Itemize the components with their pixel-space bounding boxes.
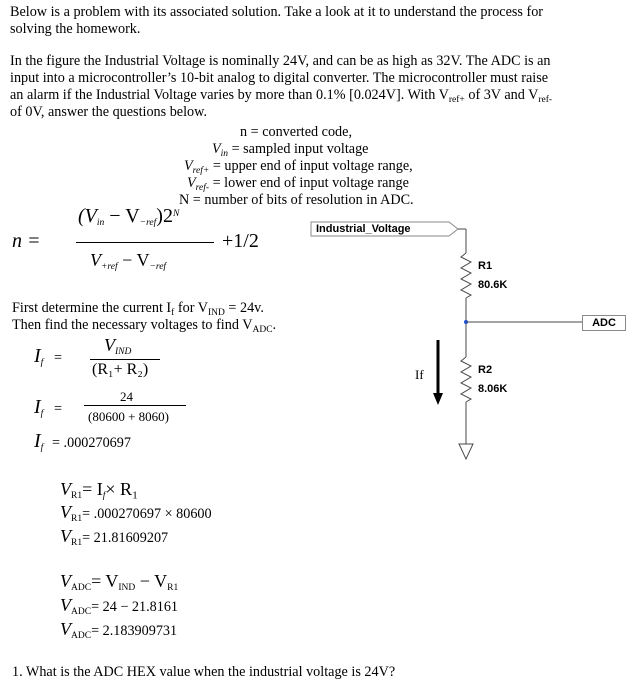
r1-zigzag [461,253,471,298]
def-vrefm: $V_{ref-}$ = lower end of input voltage range [187,175,409,193]
vr1-line-2: $V_{R1}= .000270697 \times 80600$ [60,502,212,524]
formula-denominator: V+ref − V−ref [90,250,167,272]
if-den-1: (R₁+ R₂) [92,361,149,378]
source-label: Industrial_Voltage [316,223,411,235]
problem-line-1: In the figure the Industrial Voltage is nominally 24V, and can be as high as 32V. The ADC is an [10,53,551,69]
vr1-line-1: VR1= If× R₁ [60,479,139,501]
ground-icon [459,444,473,459]
def-vrefp: $V_{ref+}$ = upper end of input voltage range, [184,158,413,176]
intro-line-1: Below is a problem with its associated solution. Take a look at it to understand the process for [10,4,544,20]
r2-zigzag [461,357,471,402]
adc-label-box [582,315,626,331]
vadc-line-3: $V_{ADC}= 2.183909731$ [60,619,178,641]
problem-line-2: input into a microcontroller’s 10-bit analog to digital converter. The microcontroller must raise [10,70,549,86]
vr1-line-3: $V_{R1}= 21.81609207$ [60,526,169,548]
if-lhs-3: If [34,430,44,453]
formula-plus-half: +1/2 [222,230,259,252]
r1-name: R1 [478,260,493,272]
current-label: If [415,367,424,382]
if-den-2: (80600 + 8060) [88,409,169,424]
if-result: = .000270697 [52,435,131,451]
problem-line-4: of 0V, answer the questions below. [10,104,208,120]
formula-lhs: n = [12,230,41,252]
vadc-line-1: VADC= VIND − VR1 [60,571,179,593]
adc-label: ADC [592,317,616,329]
def-n: n = converted code, [240,124,352,140]
def-N: N = number of bits of resolution in ADC. [179,192,414,208]
if-lhs-1: If [34,345,44,368]
r1-value: 80.6K [478,279,508,291]
current-arrow-head-icon [433,393,443,405]
if-lhs-2: If [34,396,44,419]
if-eq-2: = [54,401,63,417]
r2-name: R2 [478,364,493,376]
intro-line-2: solving the homework. [10,21,141,37]
def-vin: $V_{in}$ = sampled input voltage [212,141,369,159]
step-line-1: First determine the current $I_f$ for $V_{IND} = 24v$. [12,300,264,318]
problem-line-3: an alarm if the Industrial Voltage varies by more than 0.1% [0.024V]. With $V_{ref+}$ of 3V and $V_{ref-}$ [10,87,553,105]
if-num-2: 24 [120,389,133,404]
question-1: 1. What is the ADC HEX value when the industrial voltage is 24V? [12,664,396,680]
r2-value: 8.06K [478,383,508,395]
if-num-1: VIND [104,335,132,357]
if-eq-1: = [54,350,63,366]
formula-numerator: $(Vin - V-ref)2^N$ [78,205,180,228]
step-line-2: Then find the necessary voltages to find $V_{ADC}$. [12,317,277,335]
vadc-line-2: $V_{ADC}= 24 - 21.8161$ [60,595,179,617]
